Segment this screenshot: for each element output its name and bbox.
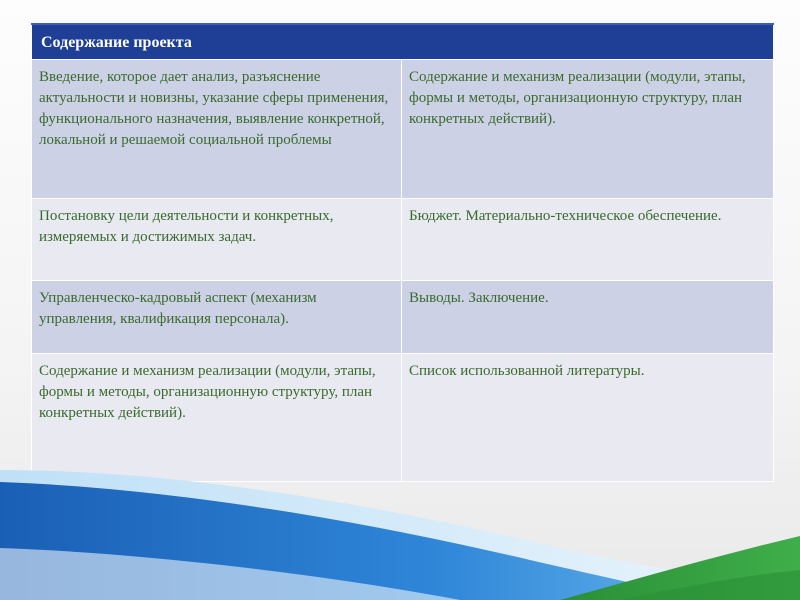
table-row xyxy=(32,280,774,353)
table-cell-left: Управленческо-кадровый аспект (механизм управления, квалификация персонала). xyxy=(32,280,402,353)
table-cell-left: Введение, которое дает анализ, разъяснение актуальности и новизны, указание сферы применения, функционального назначения, выявление конкретной, локальной и решаемой социальной проблемы xyxy=(32,59,402,198)
decor-blue-swoosh xyxy=(0,482,720,600)
table-cell-left: Постановку цели деятельности и конкретных, измеряемых и достижимых задач. xyxy=(32,198,402,280)
table-cell-left: Содержание и механизм реализации (модули, этапы, формы и методы, организационную структуру, план конкретных действий). xyxy=(32,353,402,481)
table-row xyxy=(32,198,774,280)
table-row xyxy=(32,353,774,481)
table-row xyxy=(32,59,774,198)
table-cell-right: Выводы. Заключение. xyxy=(402,280,774,353)
project-content-table xyxy=(31,23,774,482)
decor-green-swoosh xyxy=(560,536,800,600)
table-header: Содержание проекта xyxy=(32,24,774,59)
table-cell-right: Содержание и механизм реализации (модули, этапы, формы и методы, организационную структуру, план конкретных действий). xyxy=(402,59,774,198)
table-cell-right: Список использованной литературы. xyxy=(402,353,774,481)
decor-light-swoosh xyxy=(0,470,800,600)
table-cell-right: Бюджет. Материально-техническое обеспечение. xyxy=(402,198,774,280)
